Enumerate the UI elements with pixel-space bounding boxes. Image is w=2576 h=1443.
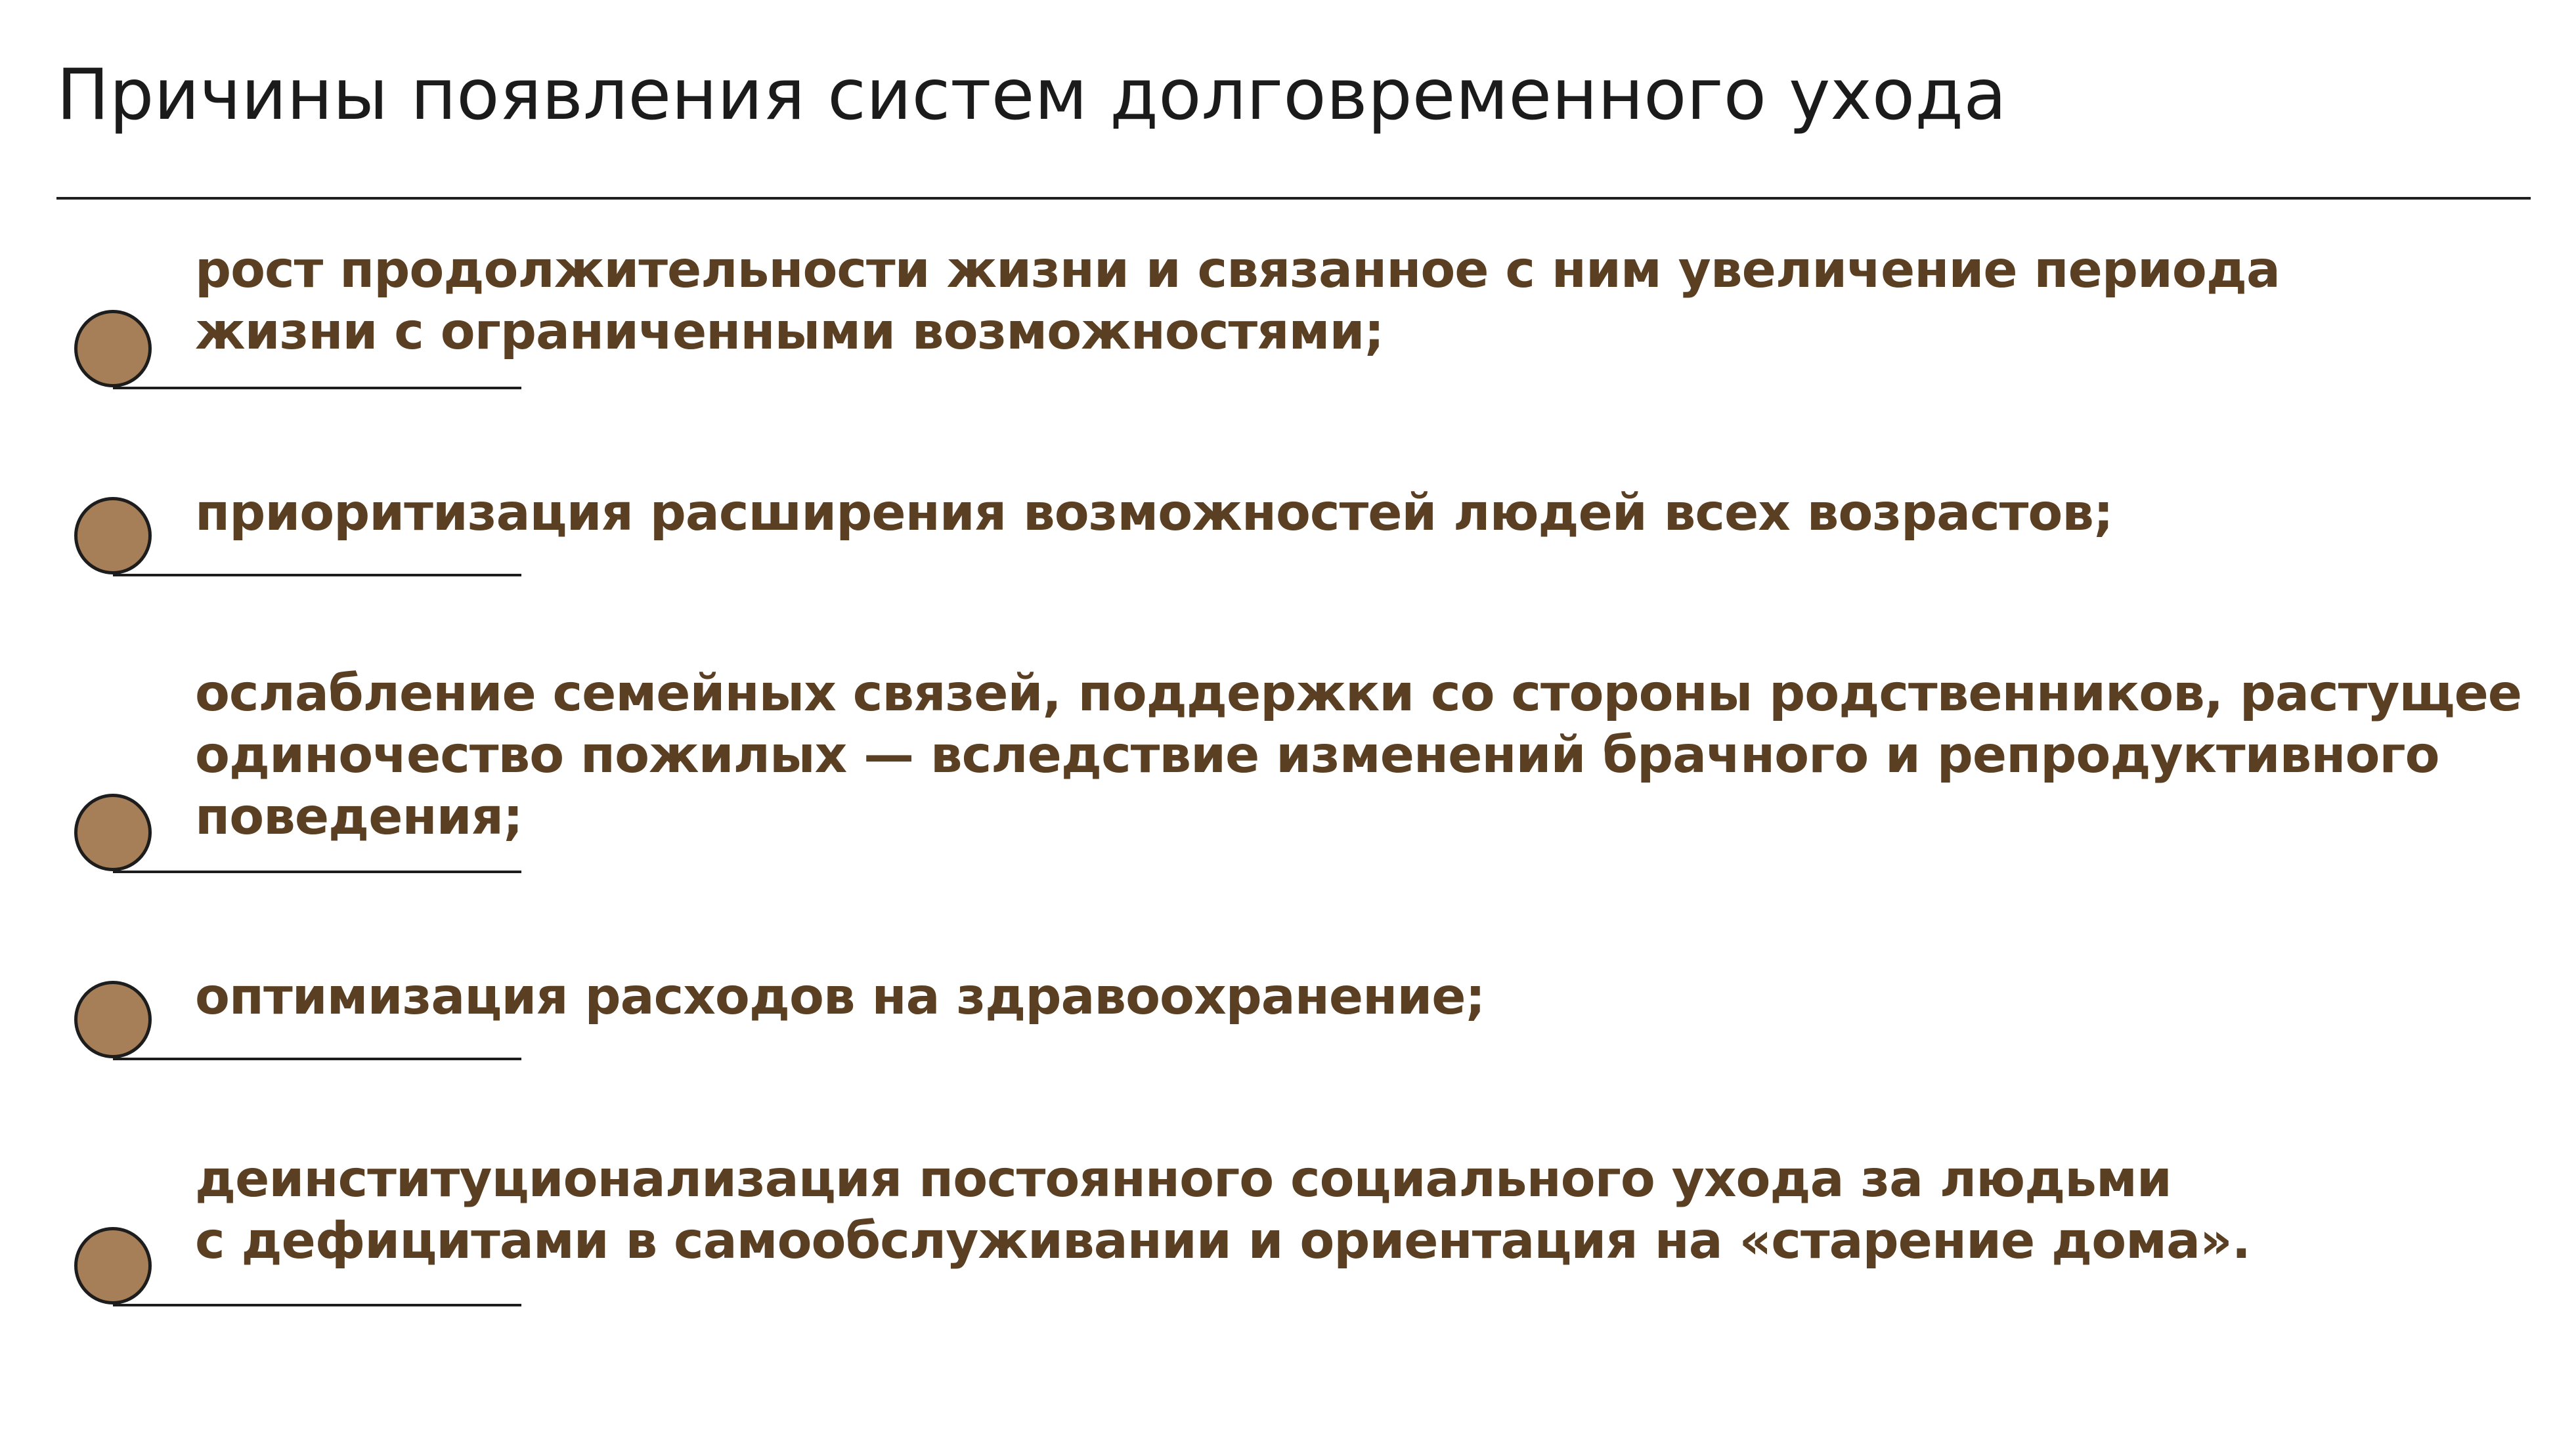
- list-item-text: оптимизация расходов на здравоохранение;: [195, 968, 1485, 1026]
- bullet-circle-icon: [74, 310, 152, 387]
- bullet-underline: [113, 1304, 521, 1306]
- list-item-text: деинституционализация постоянного социального ухода за людьми с дефицитами в самообслуживании и ориентация на «старение дома».: [195, 1150, 2251, 1270]
- title-divider: [56, 197, 2531, 200]
- slide-title: Причины появления систем долговременного ухода: [56, 54, 2007, 136]
- bullet-circle-icon: [74, 794, 152, 871]
- bullet-underline: [113, 387, 521, 389]
- list-item-text: рост продолжительности жизни и связанное с ним увеличение периода жизни с ограниченными возможностями;: [195, 241, 2280, 361]
- bullet-circle-icon: [74, 981, 152, 1058]
- bullet-underline: [113, 574, 521, 576]
- bullet-circle-icon: [74, 1227, 152, 1304]
- bullet-underline: [113, 1058, 521, 1060]
- bullet-underline: [113, 871, 521, 873]
- list-item-text: приоритизация расширения возможностей людей всех возрастов;: [195, 484, 2113, 542]
- bullet-circle-icon: [74, 497, 152, 574]
- list-item-text: ослабление семейных связей, поддержки со стороны родственников, растущее одиночество пожилых — вследствие изменений брачного и репродуктивного поведения;: [195, 664, 2522, 846]
